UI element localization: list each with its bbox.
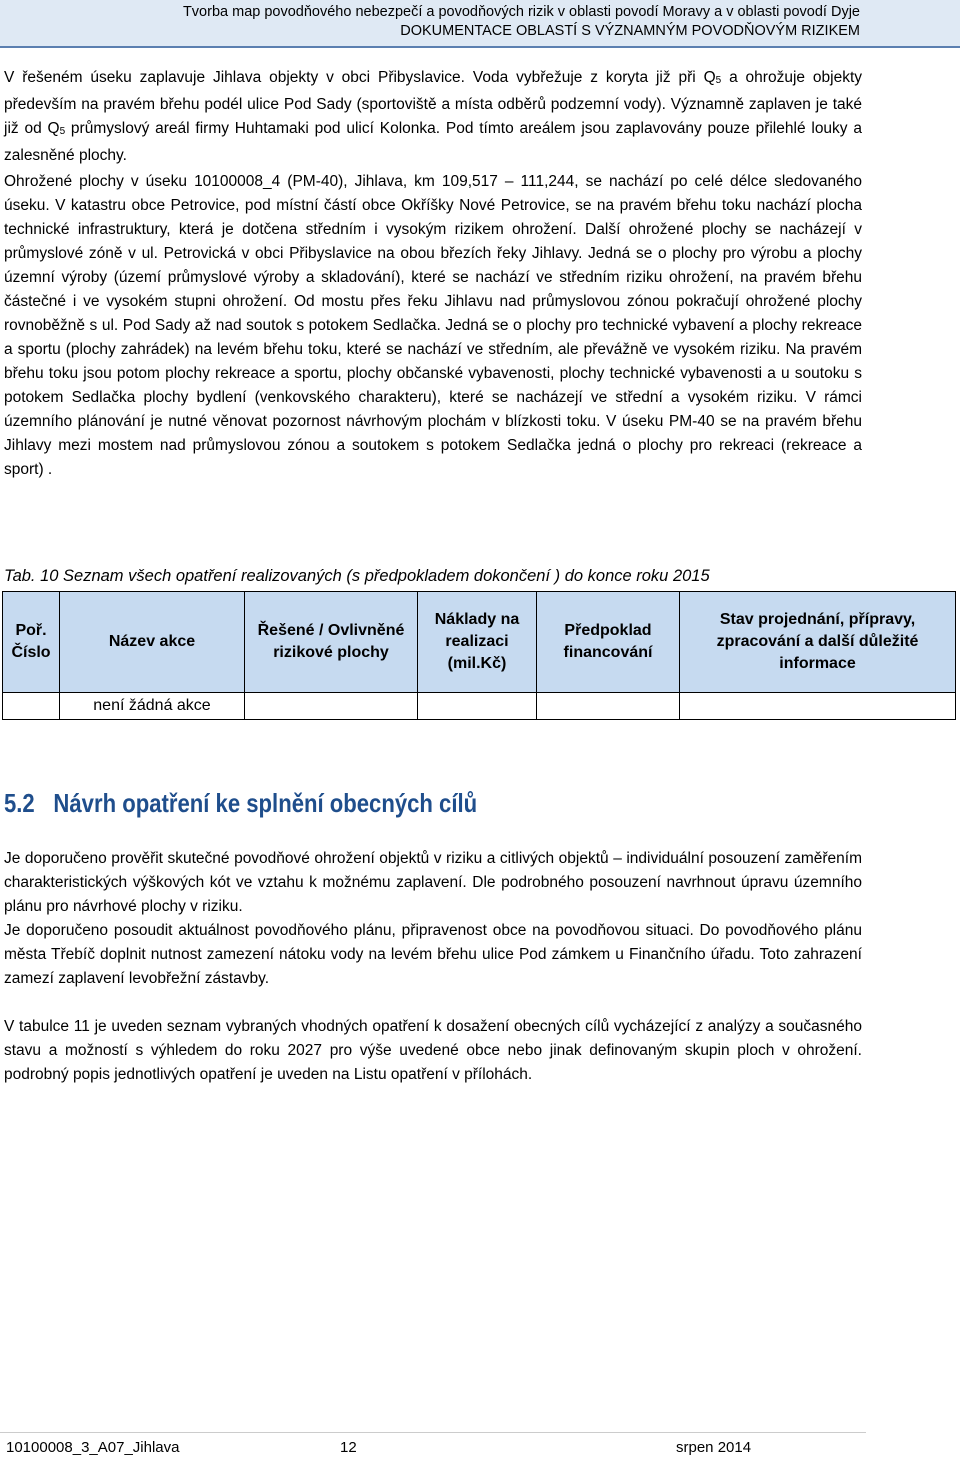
- section-number: 5.2: [4, 788, 35, 818]
- cell-status: [680, 693, 956, 720]
- footer-page-number: 12: [340, 1439, 357, 1456]
- measures-table: [2, 591, 956, 720]
- section-title: Návrh opatření ke splnění obecných cílů: [53, 788, 478, 818]
- col-header-costs: Náklady na realizaci (mil.Kč): [418, 592, 537, 693]
- table-caption: Tab. 10 Seznam všech opatření realizovaných (s předpokladem dokončení ) do konce roku 2015: [4, 567, 710, 585]
- paragraph-recommendation-1: Je doporučeno prověřit skutečné povodňové ohrožení objektů v riziku a citlivých objektů – individuální posouzení zaměřením charakteristických výškových kót ve vztahu k možnému zaplavení. Dle podrobného posouzení navrhnout úpravu územního plánu pro návrhové plochy v riziku.: [4, 850, 862, 915]
- footer-doc-id: 10100008_3_A07_Jihlava: [6, 1439, 180, 1456]
- col-header-status: Stav projednání, přípravy, zpracování a další důležité informace: [680, 592, 956, 693]
- col-header-number: Poř. Číslo: [3, 592, 60, 693]
- footer-date: srpen 2014: [676, 1439, 752, 1456]
- col-header-areas: Řešené / Ovlivněné rizikové plochy: [245, 592, 418, 693]
- col-header-financing: Předpoklad financování: [537, 592, 680, 693]
- table-header-row: [3, 592, 956, 693]
- paragraph-pm40: Ohrožené plochy v úseku 10100008_4 (PM-40), Jihlava, km 109,517 – 111,244, se nachází po celé délce sledovaného úseku. V katastru obce Petrovice, pod místní částí obce Okříšky Nové Petrovice, se na pravém břehu toku nachází plocha technické infrastruktury, která je dotčena středním i vysokým rizikem ohrožení. Další ohrožené plochy se nacházejí v průmyslové zóně v ul. Petrovická v obci Přibyslavice na obou březích řeky Jihlavy. Jedná se o plochy pro výrobu a plochy územní výroby (území průmyslové výroby a skladování), které se nachází ve středním riziku ohrožení, na pravém břehu částečné i ve vysokém stupni ohrožení. Od mostu přes řeku Jihlavu nad průmyslovou zónou pokračují ohrožené plochy rovnoběžně s ul. Pod Sady až nad soutok s potokem Sedlačka. Jedná se o plochy pro technické vybavení a plochy rekreace a sportu (plochy zahrádek) na levém břehu toku, které se nachází ve středním, ale převážně ve vysokém riziku. Na pravém břehu toku jsou potom plochy rekreace a sportu, plochy občanské vybavenosti, plochy technické vybavenosti a u soutoku s potokem Sedlačka plochy bydlení (venkovského charakteru), které se nacházejí ve střední a vysokém riziku. V rámci územního plánování je nutné věnovat pozornost návrhovým plochám v blízkosti toku. V úseku PM-40 se na pravém břehu Jihlavy mezi mostem nad průmyslovou zónou a soutokem s potokem Sedlačka jedná o plochy pro rekreaci (rekreace a sport) .: [4, 173, 862, 478]
- recommendations-block: [4, 847, 862, 991]
- paragraph-recommendation-2: Je doporučeno posoudit aktuálnost povodňového plánu, připravenost obce na povodňovou situaci. Do povodňového plánu města Třebíč doplnit nutnost zamezení nátoku vody na levém břehu ulice Pod zámkem u Finančního úřadu. Toto zahrazení zamezí zaplavení levobřežní zástavby.: [4, 922, 862, 987]
- header-subtitle: DOKUMENTACE OBLASTÍ S VÝZNAMNÝM POVODŇOVÝM RIZIKEM: [400, 23, 860, 39]
- cell-areas: [245, 693, 418, 720]
- page-footer: [0, 1432, 866, 1459]
- cell-name: není žádná akce: [60, 693, 245, 720]
- cell-number: [3, 693, 60, 720]
- header-title: Tvorba map povodňového nebezpečí a povodňových rizik v oblasti povodí Moravy a v oblasti povodí Dyje: [182, 4, 860, 20]
- section-heading: [4, 788, 477, 819]
- page-header: [0, 0, 960, 48]
- paragraph-table11: V tabulce 11 je uveden seznam vybraných vhodných opatření k dosažení obecných cílů vycházející z analýzy a současného stavu a možností s výhledem do roku 2027 pro výše uvedené obce nebo jinak definovaným skupin ploch v ohrožení. podrobný popis jednotlivých opatření je uveden na Listu opatření v přílohách.: [4, 1018, 862, 1083]
- cell-costs: [418, 693, 537, 720]
- paragraph-pribyslavice: V řešeném úseku zaplavuje Jihlava objekty v obci Přibyslavice. Voda vybřežuje z koryta již při $Q_5$ a ohrožuje objekty především na pravém břehu podél ulice Pod Sady (sportoviště a místa odběrů podzemní vody). Významně zaplaven je také již od $Q_5$ průmyslový areál firmy Huhtamaki pod ulicí Kolonka. Pod tímto areálem jsou zaplavovány pouze přilehlé louky a zalesněné plochy.: [4, 69, 862, 164]
- cell-financing: [537, 693, 680, 720]
- table-row: [3, 693, 956, 720]
- col-header-name: Název akce: [60, 592, 245, 693]
